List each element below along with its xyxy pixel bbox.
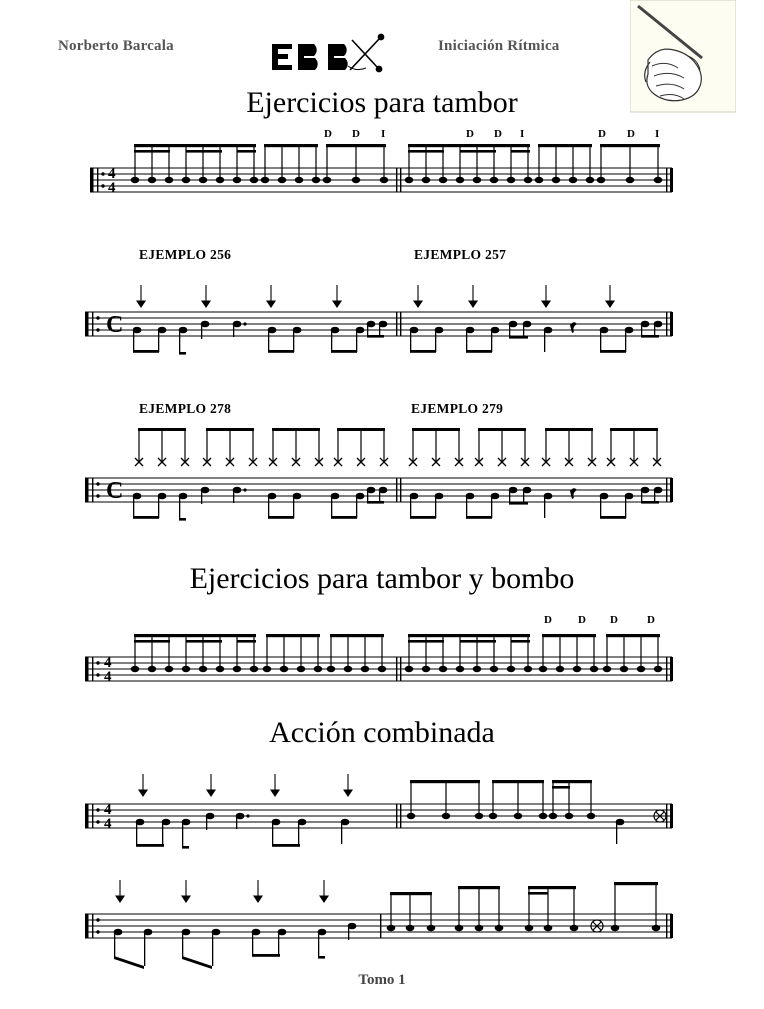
page-title-drum-and-bass-exercises: Ejercicios para tambor y bombo [189,562,575,595]
svg-text:4: 4 [104,802,112,818]
svg-text:C: C [106,312,124,338]
sticking-letter-d: D [578,614,586,626]
sticking-letter-d: D [544,614,552,626]
examples-278-279-system [0,420,764,535]
label-ejemplo-256: EJEMPLO 256 [139,247,232,262]
footer-volume: Tomo 1 [358,972,406,988]
sticking-letters-row-2 [0,612,764,702]
combined-action-system-1 [0,762,764,872]
svg-text:C: C [106,478,124,504]
svg-text:4: 4 [104,669,112,685]
sticking-letter-i: I [381,128,386,140]
label-ejemplo-278: EJEMPLO 278 [139,401,232,416]
svg-text:4: 4 [104,816,112,832]
svg-text:4: 4 [108,180,116,196]
sticking-letter-d: D [352,128,360,140]
examples-256-257-system [0,275,764,370]
subject-title: Iniciación Rítmica [438,38,560,54]
drum-bass-exercises-system [0,612,764,702]
sticking-letter-d: D [647,614,655,626]
svg-text:4: 4 [104,655,112,671]
sticking-letters-row-1 [0,130,764,210]
drum-exercises-system-1 [0,130,764,210]
label-ejemplo-279: EJEMPLO 279 [411,401,504,416]
page-title-combined-action: Acción combinada [269,716,495,749]
svg-text:4: 4 [108,166,116,182]
page-title-drum-exercises: Ejercicios para tambor [246,86,518,119]
ebb-logo [268,26,386,76]
label-ejemplo-257: EJEMPLO 257 [414,247,507,262]
sticking-letter-d: D [494,128,502,140]
sticking-letter-i: I [655,128,660,140]
sticking-letter-d: D [598,128,606,140]
sticking-letter-d: D [466,128,474,140]
sticking-letter-d: D [324,128,332,140]
sticking-letter-d: D [627,128,635,140]
combined-action-system-2 [0,872,764,982]
sticking-letter-d: D [610,614,618,626]
author-name: Norberto Barcala [58,38,174,54]
sticking-letter-i: I [520,128,525,140]
